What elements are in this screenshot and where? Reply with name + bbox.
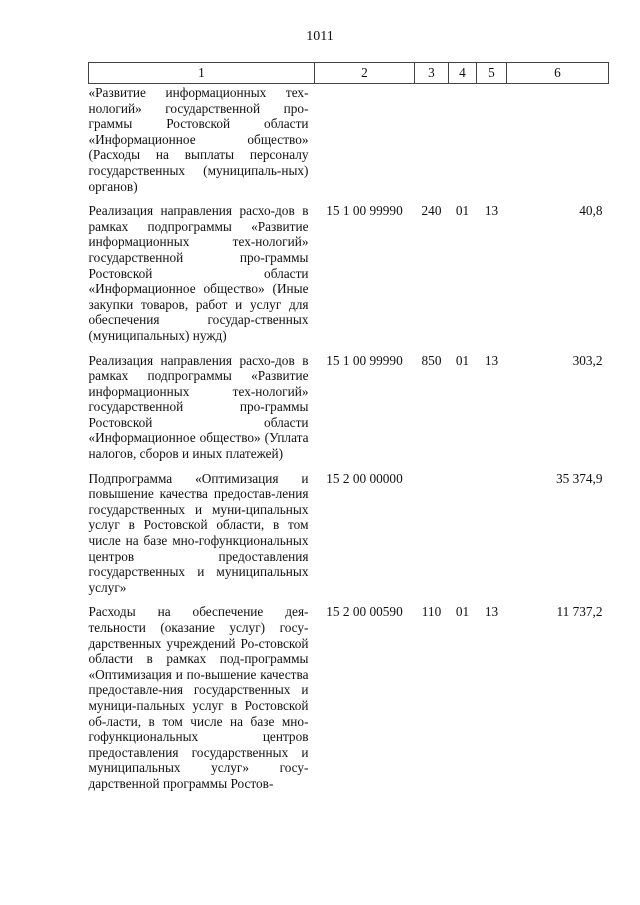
row-target-code: [315, 84, 415, 204]
row-subsection: 13: [484, 203, 499, 219]
table-row: [89, 471, 609, 605]
row-target-code: 15 1 00 99990: [326, 203, 403, 219]
table-row: [89, 203, 609, 352]
row-amount: 35 374,9: [555, 470, 603, 486]
row-section: [449, 84, 477, 204]
row-expense-type: 110: [421, 604, 442, 620]
column-header-4: 4: [449, 63, 477, 84]
budget-table: [88, 62, 609, 801]
row-section: 01: [455, 203, 470, 219]
row-expense-type: 240: [421, 203, 442, 219]
row-expense-type: [415, 84, 449, 204]
table-row: [89, 84, 609, 204]
row-amount: 303,2: [572, 352, 603, 368]
row-description: «Развитие информационных тех-нологий» государственной про-граммы Ростовской области «Информационное общество» (Расходы на выплаты персоналу государственных (муниципаль-ных) органов): [88, 85, 309, 194]
row-section: 01: [455, 604, 470, 620]
table-row: [89, 604, 609, 800]
row-description: Подпрограмма «Оптимизация и повышение качества предостав-ления государственных и муни-ципальных услуг в Ростовской области, в том числе на базе мно-гофункциональных центров предоставления государственных и муниципальных услуг»: [88, 470, 309, 595]
column-header-1: 1: [89, 63, 315, 84]
row-amount: 40,8: [579, 203, 603, 219]
page-number: 1011: [306, 29, 334, 44]
row-subsection: [477, 84, 507, 204]
row-subsection: 13: [484, 352, 499, 368]
row-target-code: 15 2 00 00590: [326, 604, 403, 620]
row-description: Расходы на обеспечение дея-тельности (оказание услуг) госу-дарственных учреждений Ро-стовской области в рамках под-программы «Оптимизация и по-вышение качества предоставле-ния государственных и муници-пальных услуг в Ростовской об-ласти, в том числе на базе мно-гофункциональных центров предоставления государственных и муниципальных услуг» госу-дарственной программы Ростов-: [88, 604, 309, 791]
row-target-code: 15 2 00 00000: [326, 470, 403, 486]
table-header-row: [89, 63, 609, 84]
column-header-6: 6: [507, 63, 609, 84]
row-expense-type: 850: [421, 352, 442, 368]
row-description: Реализация направления расхо-дов в рамках подпрограммы «Развитие информационных тех-нологий» государственной про-граммы Ростовской области «Информационное общество» (Иные закупки товаров, работ и услуг для обеспечения государ-ственных (муниципальных) нужд): [88, 203, 309, 343]
column-header-3: 3: [415, 63, 449, 84]
row-description: Реализация направления расхо-дов в рамках подпрограммы «Развитие информационных тех-нологий» государственной про-граммы Ростовской области «Информационное общество» (Уплата налогов, сборов и иных платежей): [88, 352, 309, 462]
row-subsection: [477, 471, 507, 605]
column-header-2: 2: [315, 63, 415, 84]
row-section: [449, 471, 477, 605]
row-section: 01: [455, 352, 470, 368]
column-header-5: 5: [477, 63, 507, 84]
row-expense-type: [415, 471, 449, 605]
row-amount: [507, 84, 609, 204]
table-row: [89, 353, 609, 471]
row-target-code: 15 1 00 99990: [326, 352, 403, 368]
row-subsection: 13: [484, 604, 499, 620]
row-amount: 11 737,2: [556, 604, 603, 620]
